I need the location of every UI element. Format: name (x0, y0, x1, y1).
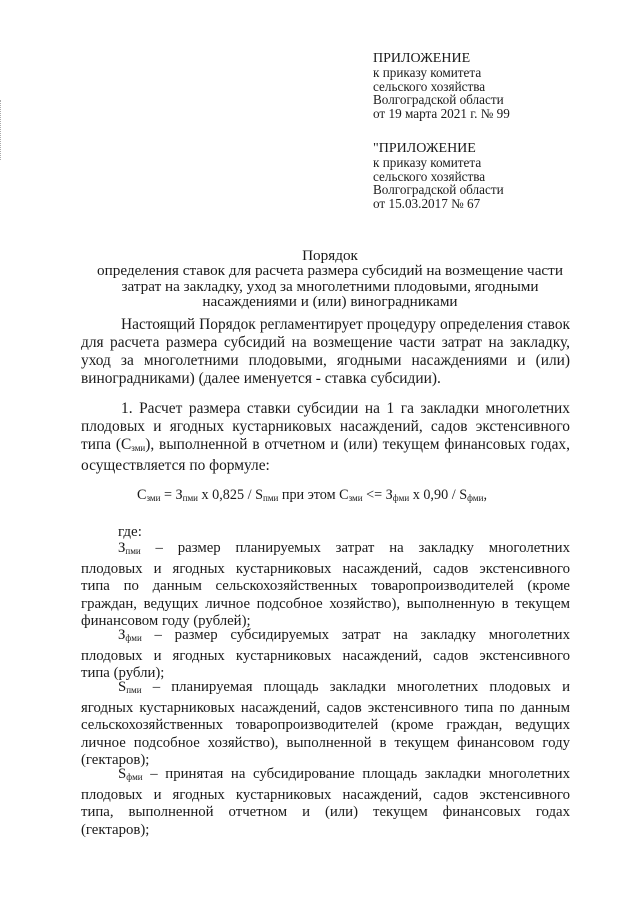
appendix-line: от 19 марта 2021 г. № 99 (373, 106, 510, 122)
definition-symbol: З (118, 627, 126, 643)
paragraph-line: плодовых и ягодных кустарниковых насаждений, садов экстенсивного (81, 418, 570, 435)
subscript: пми (182, 493, 198, 503)
definition-line: плодовых и ягодных кустарниковых насаждений, садов экстенсивного (81, 560, 570, 577)
definition-line (81, 627, 570, 648)
definition-line: типа (рубли); (81, 665, 165, 682)
paragraph-text: типа (С (81, 436, 132, 453)
definition-z-actual (81, 627, 570, 683)
title-line: определения ставок для расчета размера субсидий на возмещение части (97, 262, 563, 280)
definition-line: финансовом году (рублей); (81, 613, 251, 630)
where-label: где: (118, 524, 142, 540)
definition-symbol: S (118, 766, 127, 782)
appendix-line: Волгоградской области (373, 182, 504, 198)
definition-line: граждан, ведущих личное подсобное хозяйство), выполненную в текущем (81, 595, 570, 612)
appendix-line: к приказу комитета (373, 154, 482, 170)
paragraph-line: виноградниками) (далее именуется - ставка субсидии). (81, 370, 441, 387)
appendix-block-old (373, 142, 633, 211)
definition-text: – размер субсидируемых затрат на закладку многолетних (141, 627, 570, 643)
formula-text: , (483, 487, 487, 503)
definition-line: типа, выполненной отчетном и (или) текущем финансовых годах (81, 804, 570, 821)
scan-margin-marks (0, 100, 5, 160)
subscript: зми (146, 493, 161, 503)
appendix-line: Волгоградской области (373, 92, 504, 108)
definition-line: личное подсобное хозяйство), выполненной в текущем финансовом году (81, 734, 570, 751)
paragraph-line: уход за многолетними плодовыми, ягодными насаждениями и (или) (81, 352, 570, 369)
intro-paragraph (81, 316, 570, 388)
definition-s-planned (81, 679, 570, 770)
subscript: зми (348, 493, 363, 503)
formula-text: x 0,90 / S (409, 487, 468, 503)
document-title (60, 248, 600, 310)
definition-s-actual (81, 766, 570, 839)
paragraph-line: Настоящий Порядок регламентирует процедуру определения ставок (121, 316, 570, 333)
paragraph-line (81, 436, 570, 457)
definition-line: (гектаров); (81, 752, 150, 769)
definition-line (81, 766, 570, 787)
formula-text: <= З (362, 487, 393, 503)
title-line: насаждениями и (или) виноградниками (202, 293, 458, 311)
formula-text: при этом С (278, 487, 349, 503)
appendix-block-new (373, 52, 633, 121)
definition-line (81, 540, 570, 561)
definition-text: – планируемая площадь закладки многолетних плодовых и (141, 679, 570, 695)
paragraph-line: для расчета размера субсидий на возмещение части затрат на закладку, (81, 334, 570, 351)
definition-line: ягодных кустарниковых насаждений, садов экстенсивного типа по данным (81, 699, 570, 716)
definition-text: – размер планируемых затрат на закладку многолетних (140, 540, 570, 556)
appendix-line: сельского хозяйства (373, 78, 486, 94)
formula-symbol: С (137, 487, 147, 503)
paragraph-line: осуществляется по формуле: (81, 457, 270, 474)
definition-line: типа по данным сельскохозяйственных товаропроизводителей (кроме (81, 578, 570, 595)
title-line: Порядок (302, 247, 358, 264)
definition-symbol: S (118, 679, 127, 695)
definition-line: плодовых и ягодных кустарниковых насаждений, садов экстенсивного (81, 647, 570, 664)
formula-text: x 0,825 / S (197, 487, 263, 503)
appendix-line: от 15.03.2017 № 67 (373, 196, 481, 212)
paragraph-text: ), выполненной в отчетном и (или) текущем финансовых годах, (145, 436, 570, 453)
subscript: фми (125, 633, 142, 643)
subscript: пми (125, 546, 141, 556)
paragraph-line: 1. Расчет размера ставки субсидии на 1 га закладки многолетних (121, 400, 570, 417)
subscript: фми (467, 493, 484, 503)
subscript: фми (126, 772, 143, 782)
appendix-line: к приказу комитета (373, 64, 482, 80)
definition-text: – принятая на субсидирование площадь закладки многолетних (142, 766, 570, 782)
calculation-paragraph (81, 400, 570, 475)
appendix-heading: "ПРИЛОЖЕНИЕ (373, 141, 476, 156)
appendix-line: сельского хозяйства (373, 168, 486, 184)
definition-z-planned (81, 540, 570, 631)
subscript: фми (392, 493, 410, 503)
subscript: пми (126, 685, 142, 695)
definition-line: (гектаров); (81, 821, 150, 838)
title-line: затрат на закладку, уход за многолетними плодовыми, ягодными (121, 277, 539, 295)
definition-line (81, 679, 570, 700)
rate-formula (137, 487, 487, 504)
definition-line: сельскохозяйственных товаропроизводителей (кроме граждан, ведущих (81, 717, 570, 734)
definition-symbol: З (118, 540, 126, 556)
subscript: пми (263, 493, 279, 503)
formula-text: = З (160, 487, 183, 503)
subscript: зми (131, 443, 146, 453)
appendix-heading: ПРИЛОЖЕНИЕ (373, 51, 471, 66)
definition-line: плодовых и ягодных кустарниковых насаждений, садов экстенсивного (81, 786, 570, 803)
